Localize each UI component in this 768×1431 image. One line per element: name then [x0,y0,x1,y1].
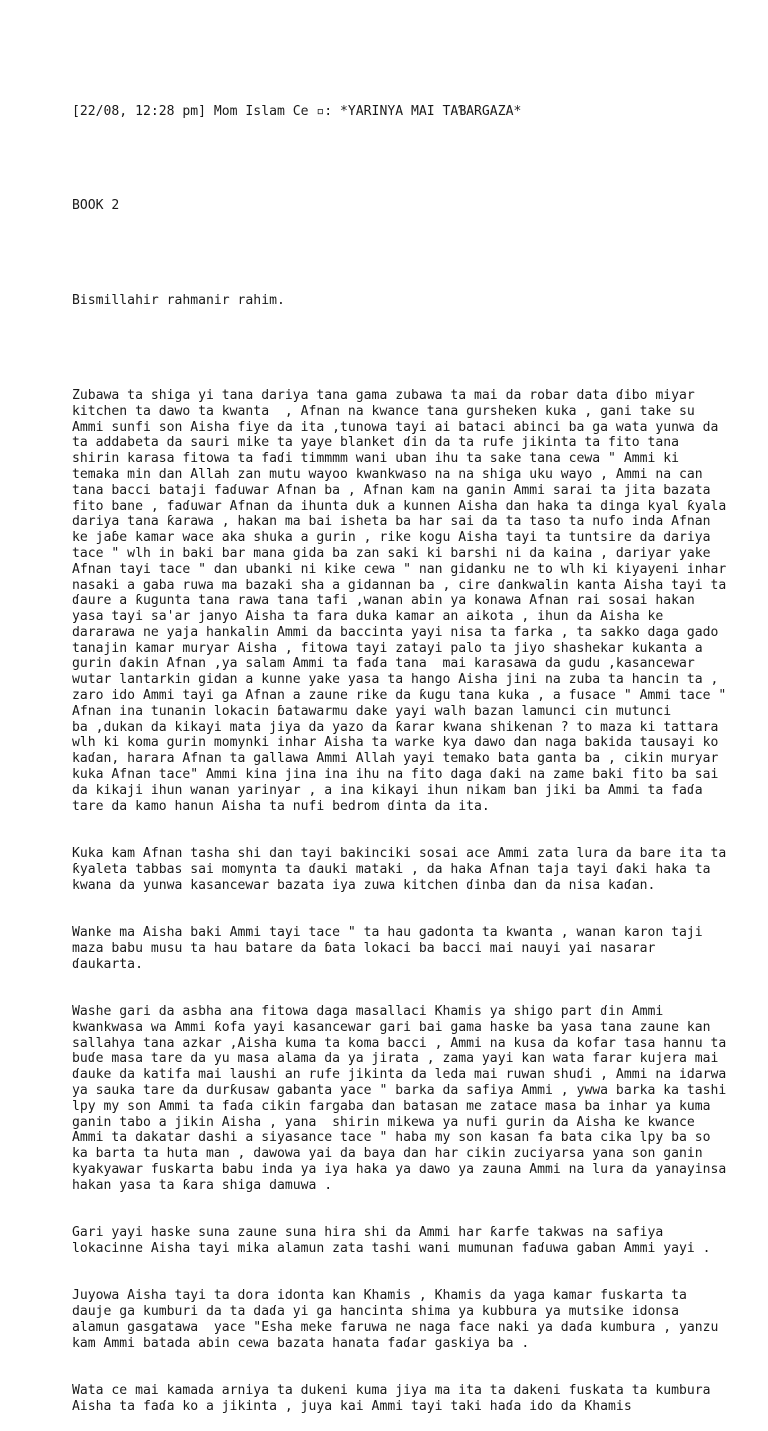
paragraph: Wanke ma Aisha baki Ammi tayi tace " ta hau gadonta ta kwanta , wanan karon taji maza babu musu ta hau batare da ɓata lokaci ba bacci mai nauyi yai nasarar ɗaukarta. [72,925,703,972]
paragraph: Zubawa ta shiga yi tana dariya tana gama zubawa ta mai da robar data ɗibo miyar kitchen ta dawo ta kwanta , Afnan na kwance tana gursheken kuka , gani take su Ammi sunfi son Aisha fiye da ita ,tunowa tayi ai bataci abinci ba ga wata yunwa da ta addabeta da sauri mike ta yaye blanket ɗin da ta rufe jikinta ta fito tana shirin karasa fitowa ta faɗi timmmm wani uban ihu ta sake tana cewa " Ammi ki temaka min dan Allah zan mutu wayoo kwankwaso na na shiga uku wayo , Ammi na can tana bacci bataji faɗuwar Afnan ba , Afnan kam na ganin Ammi sarai ta jita bazata fito bane , faɗuwar Afnan da ihunta duk a kunnen Aisha dan haka ta dinga kyal ƙyala dariya tana ƙarawa , hakan ma bai isheta ba har sai da ta taso ta nufo inda Afnan ke jaɓe kamar wace aka shuka a gurin , rike kogu Aisha tayi ta tuntsire da dariya tace " wlh in baki bar mana gida ba zan saki ki barshi ni da kaina , dariyar yake Afnan tayi tace " dan ubanki ni kike cewa " nan gidanku ne to wlh ki kiyayeni inhar nasaki a gaba ruwa ma bazaki sha a gidannan ba , cire ɗankwalin kanta Aisha tayi ta ɗaure a ƙugunta tana rawa tana tafi ,wanan abin ya konawa Afnan rai sosai hakan yasa tayi sa'ar janyo Aisha ta fara duka kamar an aikota , ihun da Aisha ke dararawa ne yaja hankalin Ammi da baccinta yayi nisa ta farka , ta sakko daga gado tanajin kamar muryar Aisha , fitowa tayi zatayi palo ta jiyo shashekar kukanta a gurin ɗakin Afnan ,ya salam Ammi ta faɗa tana mai karasawa da gudu ,kasancewar wutar lantarkin gidan a kunne yake yasa ta hango Aisha jini na zuba ta hancin ta , zaro ido Ammi tayi ga Afnan a zaune rike da ƙugu tana kuka , a fusace " Ammi tace " Afnan ina tunanin lokacin ɓatawarmu dake yayi walh bazan lamunci cin mutunci ba ,dukan da kikayi mata jiya da yazo da ƙarar kwana shikenan ? to maza ki tattara wlh ki koma gurin momynki inhar Aisha ta warke kya dawo dan naga bakida tausayi ko kaɗan, harara Afnan ta gallawa Ammi Allah yayi temako bata ganta ba , cikin muryar kuka Afnan tace" Ammi kina jina ina ihu na fito daga ɗaki na zame baki fito ba sai da kikaji ihun wanan yarinyar , a ina kikayi ihun nikam ban jiki ba Ammi ta faɗa tare da kamo hanun Aisha ta nufi bedrom ɗinta da ita. [72,387,727,814]
paragraph: Wata ce mai kamada arniya ta dukeni kuma jiya ma ita ta dakeni fuskata ta kumbura Aisha ta faɗa ko a jikinta , juya kai Ammi tayi taki haɗa ido da Khamis [72,1383,711,1414]
spacer [72,341,712,357]
paragraph: Washe gari da asbha ana fitowa daga masallaci Khamis ya shigo part ɗin Ammi kwankwasa wa Ammi ƙofa yayi kasancewar gari bai gama haske ba yasa tana zaune kan sallahya tana azkar ,Aisha kuma ta koma bacci , Ammi na kusa da kofar tasa hannu ta buɗe masa tare da yu masa alama da ya jirata , zama yayi kan wata farar kujera mai ɗauke da katifa mai laushi an rufe jikinta da leda mai ruwan shuɗi , Ammi na idarwa ya sauka tare da durƙusaw gabanta yace " barka da safiya Ammi , ywwa barka ka tashi lpy my son Ammi ta faɗa cikin fargaba dan batasan me zatace masa ba inhar ya kuma ganin tabo a jikin Aisha , yana shirin mikewa ya nufi gurin da Aisha ke kwance Ammi ta dakatar dashi a siyasance tace " haba my son kasan fa bata cika lpy ba so ka barta ta huta man , dawowa yai da baya dan har cikin zuciyarsa yana son ganin kyakyawar fuskarta babu inda ya iya haka ya dawo ya zauna Ammi na lura da yanayinsa hakan yasa ta ƙara shiga damuwa . [72,1004,727,1193]
paragraph: Juyowa Aisha tayi ta dora idonta kan Khamis , Khamis da yaga kamar fuskarta ta dauje ga kumburi da ta daɗa yi ga hancinta shima ya kubbura ya mutsike idonsa alamun gasgatawa yace "Esha meke faruwa ne naga face naki ya daɗa kumbura , yanzu kam Ammi batada abin cewa bazata hanata faɗar gaskiya ba . [72,1288,719,1351]
opening-line: Bismillahir rahmanir rahim. [72,293,285,309]
paragraph: Gari yayi haske suna zaune suna hira shi da Ammi har ƙarfe takwas na safiya lokacinne Aisha tayi mika alamun zata tashi wani mumunan faɗuwa gaban Ammi yayi . [72,1225,711,1256]
chat-header-line: [22/08, 12:28 pm] Mom Islam Ce ▫: *YARINYA MAI TAƁARGAZA* [72,103,522,119]
spacer [72,246,712,262]
spacer [72,151,712,167]
paragraph: Kuka kam Afnan tasha shi dan tayi bakinciki sosai ace Ammi zata lura da bare ita ta ƙyaleta tabbas sai momynta ta ɗauki mataki , da haka Afnan taja tayi ɗaki haka ta kwana da yunwa kasancewar bazata iya zuwa kitchen ɗinba dan da nisa kaɗan. [72,846,727,893]
document-page [72,72,727,1431]
book-heading: BOOK 2 [72,198,120,214]
